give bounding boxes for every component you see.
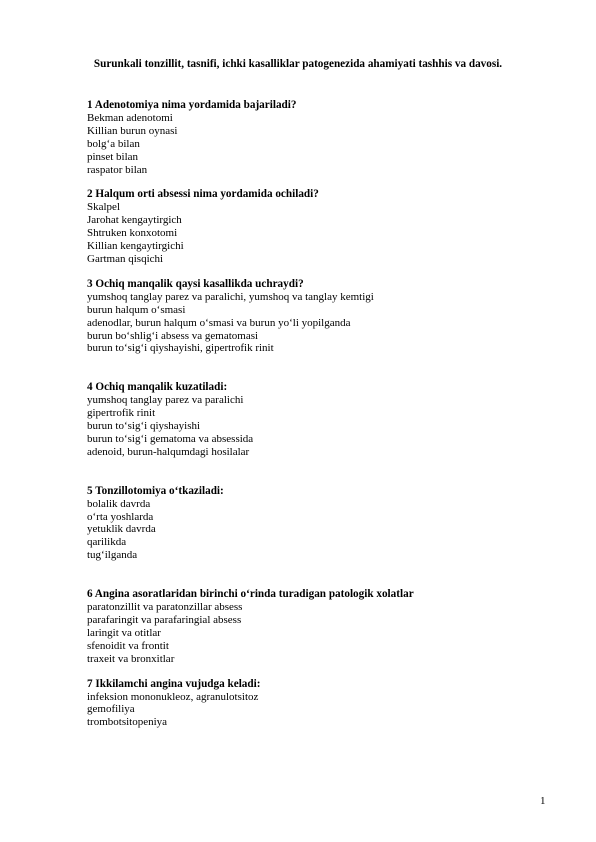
answer-option: Jarohat kengaytirgich [87,214,182,227]
answer-option: adenodlar, burun halqum o‘smasi va burun yo‘li yopilganda [87,316,351,329]
answer-option: adenoid, burun-halqumdagi hosilalar [87,445,250,458]
answer-option: Gartman qisqichi [87,252,164,265]
answer-option: infeksion mononukleoz, agranulotsitoz [87,690,259,703]
question-text: 1 Adenotomiya nima yordamida bajariladi? [87,99,297,111]
answer-option: yumshoq tanglay parez va paralichi, yumshoq va tanglay kemtigi [87,290,374,303]
answer-option: yetuklik davrda [87,523,156,536]
question-block [87,188,567,265]
question-block [87,381,567,458]
page-number: 1 [540,795,546,807]
answer-option: laringit va otitlar [87,626,161,639]
answer-option: parafaringit va parafaringial absess [87,614,242,626]
question-text: 3 Ochiq manqalik qaysi kasallikda uchraydi? [87,277,304,290]
answer-option: burun to‘sig‘i qiyshayishi [87,420,201,433]
answer-option: burun to‘sig‘i qiyshayishi, gipertrofik rinit [87,342,274,355]
question-block [87,278,567,355]
answer-option: Bekman adenotomi [87,111,173,124]
question-list [87,99,567,729]
answer-option: Killian burun oynasi [87,124,178,137]
answer-option: gemofiliya [87,703,135,716]
answer-option: raspator bilan [87,163,148,176]
answer-option: yumshoq tanglay parez va paralichi [87,394,244,407]
answer-option: o‘rta yoshlarda [87,510,154,523]
answer-option: traxeit va bronxitlar [87,652,175,665]
question-text: 4 Ochiq manqalik kuzatiladi: [87,381,228,394]
document-title: Surunkali tonzillit, tasnifi, ichki kasalliklar patogenezida ahamiyati tashhis va davosi. [93,58,503,70]
answer-option: Skalpel [87,201,120,214]
answer-option: trombotsitopeniya [87,716,168,729]
answer-option: pinset bilan [87,150,139,163]
answer-option: qarilikda [87,536,127,549]
question-text: 5 Tonzillotomiya o‘tkaziladi: [87,484,224,497]
answer-option: gipertrofik rinit [87,407,156,420]
answer-option: sfenoidit va frontit [87,639,169,652]
answer-option: burun bo‘shlig‘i absess va gematomasi [87,329,259,342]
answer-option: bolalik davrda [87,497,151,510]
answer-option: tug‘ilganda [87,549,138,562]
answer-option: Shtruken konxotomi [87,227,178,240]
answer-option: burun to‘sig‘i gematoma va absessida [87,432,254,445]
answer-option: Killian kengaytirgichi [87,240,184,253]
answer-option: burun halqum o‘smasi [87,303,186,316]
question-block [87,485,567,562]
question-text: 7 Ikkilamchi angina vujudga keladi: [87,677,261,690]
question-block [87,678,567,730]
question-text: 2 Halqum orti absessi nima yordamida ochiladi? [87,188,319,201]
question-block [87,588,567,665]
question-block [87,99,567,176]
answer-option: paratonzillit va paratonzillar absess [87,601,243,614]
question-text: 6 Angina asoratlaridan birinchi o‘rinda turadigan patologik xolatlar [87,588,414,601]
answer-option: bolg‘a bilan [87,137,140,150]
